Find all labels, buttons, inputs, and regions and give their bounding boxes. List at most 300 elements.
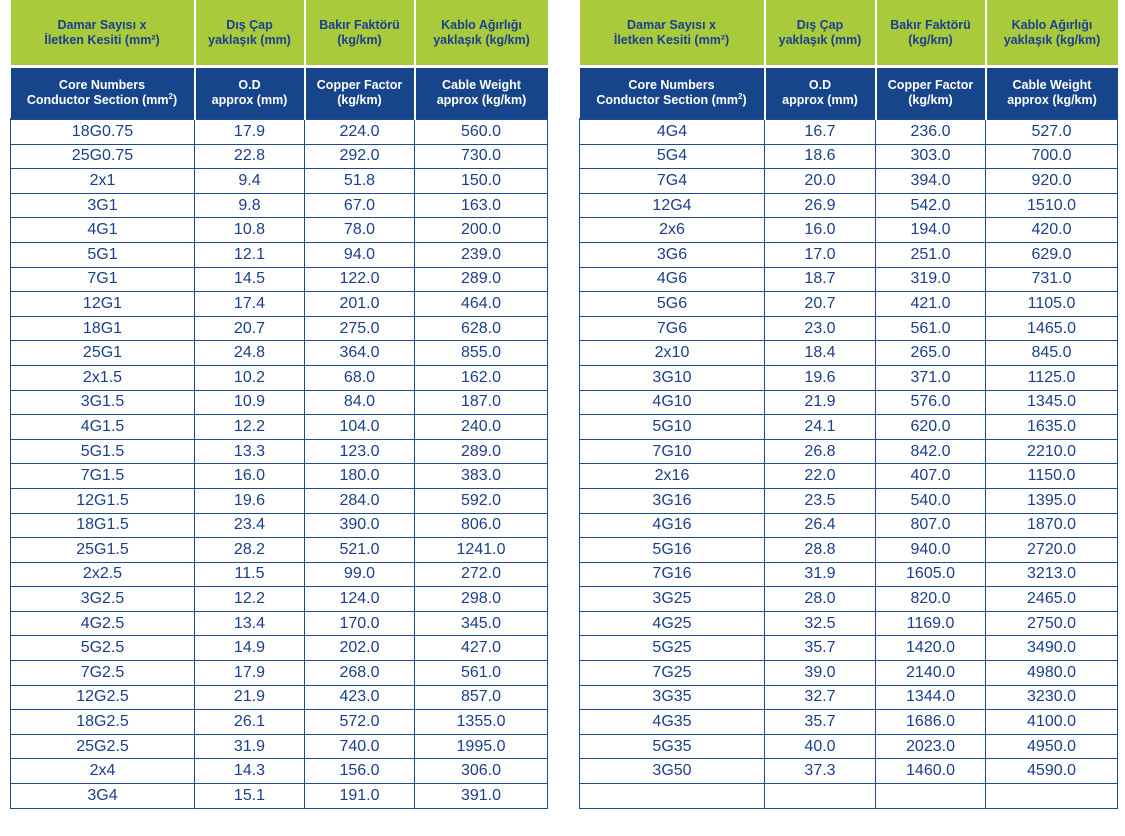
cell-core-section: 2x16 — [580, 464, 765, 489]
cell-copper-factor: 540.0 — [876, 488, 986, 513]
cell-cable-weight: 920.0 — [986, 169, 1118, 194]
cell-core-section: 12G4 — [580, 193, 765, 218]
cell-cable-weight: 391.0 — [415, 784, 548, 809]
cell-od: 21.9 — [765, 390, 876, 415]
cell-core-section: 4G6 — [580, 267, 765, 292]
cell-od: 40.0 — [765, 734, 876, 759]
header-core-section-tr: Damar Sayısı x İletken Kesiti (mm²) — [580, 0, 765, 67]
cell-od: 18.4 — [765, 341, 876, 366]
cell-core-section: 3G35 — [580, 685, 765, 710]
table-row — [580, 488, 1118, 513]
cell-copper-factor: 1344.0 — [876, 685, 986, 710]
header-row-turkish — [580, 0, 1118, 67]
cell-od: 39.0 — [765, 661, 876, 686]
cell-core-section: 4G2.5 — [11, 611, 195, 636]
cell-core-section: 5G10 — [580, 415, 765, 440]
cell-cable-weight: 857.0 — [415, 685, 548, 710]
cell-od: 17.0 — [765, 242, 876, 267]
table-row — [11, 267, 548, 292]
cell-od: 12.2 — [195, 415, 305, 440]
cell-od: 13.3 — [195, 439, 305, 464]
cell-copper-factor: 51.8 — [305, 169, 415, 194]
cell-core-section: 4G16 — [580, 513, 765, 538]
cell-od: 10.2 — [195, 365, 305, 390]
header-copper-factor-tr: Bakır Faktörü (kg/km) — [305, 0, 415, 67]
table-row — [11, 784, 548, 809]
cell-cable-weight: 4950.0 — [986, 734, 1118, 759]
cell-core-section: 2x10 — [580, 341, 765, 366]
cell-cable-weight: 1870.0 — [986, 513, 1118, 538]
cell-core-section: 5G4 — [580, 144, 765, 169]
cell-core-section — [580, 784, 765, 809]
cell-cable-weight: 3490.0 — [986, 636, 1118, 661]
cell-copper-factor: 170.0 — [305, 611, 415, 636]
table-row — [11, 292, 548, 317]
cell-cable-weight: 4590.0 — [986, 759, 1118, 784]
header-cable-weight-en: Cable Weight approx (kg/km) — [986, 67, 1118, 120]
table-row — [580, 562, 1118, 587]
cell-core-section: 3G2.5 — [11, 587, 195, 612]
cell-od: 28.0 — [765, 587, 876, 612]
cell-cable-weight: 272.0 — [415, 562, 548, 587]
header-cable-weight-tr: Kablo Ağırlığı yaklaşık (kg/km) — [415, 0, 548, 67]
header-row-english — [580, 67, 1118, 120]
header-copper-factor-en: Copper Factor (kg/km) — [305, 67, 415, 120]
cell-od: 16.0 — [195, 464, 305, 489]
cell-cable-weight: 3213.0 — [986, 562, 1118, 587]
cell-copper-factor: 521.0 — [305, 538, 415, 563]
table-row — [580, 292, 1118, 317]
cell-core-section: 7G1 — [11, 267, 195, 292]
table-row — [11, 562, 548, 587]
cell-od: 24.8 — [195, 341, 305, 366]
cell-copper-factor: 394.0 — [876, 169, 986, 194]
cell-core-section: 2x4 — [11, 759, 195, 784]
cell-od: 16.7 — [765, 119, 876, 144]
table-row — [11, 587, 548, 612]
table-row — [11, 341, 548, 366]
cell-copper-factor: 67.0 — [305, 193, 415, 218]
cell-copper-factor: 123.0 — [305, 439, 415, 464]
cell-core-section: 7G10 — [580, 439, 765, 464]
cell-copper-factor: 407.0 — [876, 464, 986, 489]
cell-od: 20.7 — [765, 292, 876, 317]
table-row — [11, 513, 548, 538]
cell-core-section: 5G25 — [580, 636, 765, 661]
cell-copper-factor: 319.0 — [876, 267, 986, 292]
cell-od: 31.9 — [765, 562, 876, 587]
cell-core-section: 12G2.5 — [11, 685, 195, 710]
cell-core-section: 3G25 — [580, 587, 765, 612]
table-row — [11, 710, 548, 735]
cell-core-section: 3G1 — [11, 193, 195, 218]
table-row — [11, 169, 548, 194]
cell-copper-factor: 820.0 — [876, 587, 986, 612]
cell-core-section: 5G6 — [580, 292, 765, 317]
cell-copper-factor: 191.0 — [305, 784, 415, 809]
cell-copper-factor: 292.0 — [305, 144, 415, 169]
cell-cable-weight: 2210.0 — [986, 439, 1118, 464]
cell-core-section: 4G4 — [580, 119, 765, 144]
cell-od: 20.7 — [195, 316, 305, 341]
cell-od: 26.8 — [765, 439, 876, 464]
table-row — [580, 242, 1118, 267]
cell-cable-weight: 700.0 — [986, 144, 1118, 169]
cell-copper-factor: 268.0 — [305, 661, 415, 686]
cell-copper-factor: 561.0 — [876, 316, 986, 341]
table-row — [580, 439, 1118, 464]
cell-core-section: 7G4 — [580, 169, 765, 194]
cell-copper-factor: 224.0 — [305, 119, 415, 144]
cell-cable-weight: 1465.0 — [986, 316, 1118, 341]
cell-core-section: 18G1 — [11, 316, 195, 341]
cell-od: 9.8 — [195, 193, 305, 218]
cell-od: 14.5 — [195, 267, 305, 292]
cell-core-section: 4G1 — [11, 218, 195, 243]
cell-core-section: 5G1.5 — [11, 439, 195, 464]
cell-od: 12.2 — [195, 587, 305, 612]
cell-copper-factor: 194.0 — [876, 218, 986, 243]
cell-copper-factor: 275.0 — [305, 316, 415, 341]
table-row — [11, 144, 548, 169]
table-row — [11, 661, 548, 686]
table-row — [11, 636, 548, 661]
header-row-turkish — [11, 0, 548, 67]
cell-core-section: 18G2.5 — [11, 710, 195, 735]
cell-core-section: 2x1.5 — [11, 365, 195, 390]
cell-copper-factor: 542.0 — [876, 193, 986, 218]
cell-copper-factor — [876, 784, 986, 809]
cell-cable-weight: 1635.0 — [986, 415, 1118, 440]
header-cable-weight-tr: Kablo Ağırlığı yaklaşık (kg/km) — [986, 0, 1118, 67]
cell-od: 17.9 — [195, 661, 305, 686]
cell-cable-weight: 289.0 — [415, 439, 548, 464]
cell-cable-weight: 731.0 — [986, 267, 1118, 292]
cell-copper-factor: 807.0 — [876, 513, 986, 538]
header-cable-weight-en: Cable Weight approx (kg/km) — [415, 67, 548, 120]
cell-od: 17.9 — [195, 119, 305, 144]
cell-copper-factor: 124.0 — [305, 587, 415, 612]
cell-od: 19.6 — [195, 488, 305, 513]
table-row — [11, 242, 548, 267]
cell-copper-factor: 265.0 — [876, 341, 986, 366]
table-body-right — [580, 119, 1118, 808]
cell-core-section: 5G1 — [11, 242, 195, 267]
cell-copper-factor: 1420.0 — [876, 636, 986, 661]
header-core-section-en: Core Numbers Conductor Section $(mm^2)$ — [580, 67, 765, 120]
cell-od: 37.3 — [765, 759, 876, 784]
cell-cable-weight: 464.0 — [415, 292, 548, 317]
cell-od: 16.0 — [765, 218, 876, 243]
table-row — [580, 267, 1118, 292]
table-row — [580, 513, 1118, 538]
cell-od: 11.5 — [195, 562, 305, 587]
cell-cable-weight: 345.0 — [415, 611, 548, 636]
header-copper-factor-tr: Bakır Faktörü (kg/km) — [876, 0, 986, 67]
table-row — [11, 439, 548, 464]
cell-copper-factor: 104.0 — [305, 415, 415, 440]
table-row — [580, 218, 1118, 243]
cell-od: 23.0 — [765, 316, 876, 341]
cell-copper-factor: 122.0 — [305, 267, 415, 292]
cell-core-section: 25G1 — [11, 341, 195, 366]
table-row — [580, 169, 1118, 194]
cell-cable-weight: 1241.0 — [415, 538, 548, 563]
cell-copper-factor: 371.0 — [876, 365, 986, 390]
cell-od: 21.9 — [195, 685, 305, 710]
cell-cable-weight: 427.0 — [415, 636, 548, 661]
table-row — [11, 218, 548, 243]
cell-core-section: 5G16 — [580, 538, 765, 563]
table-row — [11, 759, 548, 784]
table-row — [580, 390, 1118, 415]
cell-cable-weight: 383.0 — [415, 464, 548, 489]
cell-cable-weight: 2465.0 — [986, 587, 1118, 612]
cell-cable-weight: 527.0 — [986, 119, 1118, 144]
cell-copper-factor: 423.0 — [305, 685, 415, 710]
cell-od: 35.7 — [765, 710, 876, 735]
cell-od: 28.8 — [765, 538, 876, 563]
cell-cable-weight: 150.0 — [415, 169, 548, 194]
cell-cable-weight: 628.0 — [415, 316, 548, 341]
table-row — [11, 119, 548, 144]
cell-od: 24.1 — [765, 415, 876, 440]
table-row — [580, 734, 1118, 759]
cell-cable-weight: 4980.0 — [986, 661, 1118, 686]
header-od-tr: Dış Çap yaklaşık (mm) — [195, 0, 305, 67]
cell-copper-factor: 2140.0 — [876, 661, 986, 686]
cell-core-section: 3G6 — [580, 242, 765, 267]
cell-od: 23.5 — [765, 488, 876, 513]
cell-cable-weight: 298.0 — [415, 587, 548, 612]
cell-cable-weight: 1345.0 — [986, 390, 1118, 415]
cell-cable-weight: 1105.0 — [986, 292, 1118, 317]
cell-od: 26.4 — [765, 513, 876, 538]
table-row — [580, 710, 1118, 735]
cell-core-section: 4G25 — [580, 611, 765, 636]
cell-core-section: 18G0.75 — [11, 119, 195, 144]
cell-core-section: 7G1.5 — [11, 464, 195, 489]
cell-cable-weight: 730.0 — [415, 144, 548, 169]
cell-copper-factor: 1686.0 — [876, 710, 986, 735]
header-copper-factor-en: Copper Factor (kg/km) — [876, 67, 986, 120]
cell-od: 18.6 — [765, 144, 876, 169]
cell-od: 10.8 — [195, 218, 305, 243]
cell-od: 15.1 — [195, 784, 305, 809]
cell-copper-factor: 156.0 — [305, 759, 415, 784]
cell-cable-weight: 200.0 — [415, 218, 548, 243]
cell-copper-factor: 99.0 — [305, 562, 415, 587]
header-od-en: O.D approx (mm) — [195, 67, 305, 120]
cell-od: 23.4 — [195, 513, 305, 538]
table-row — [580, 538, 1118, 563]
cell-copper-factor: 842.0 — [876, 439, 986, 464]
cell-od — [765, 784, 876, 809]
header-core-section-en: Core Numbers Conductor Section $(mm^2)$ — [11, 67, 195, 120]
cell-core-section: 25G2.5 — [11, 734, 195, 759]
table-row — [580, 415, 1118, 440]
cell-copper-factor: 1605.0 — [876, 562, 986, 587]
table-row — [11, 488, 548, 513]
cell-copper-factor: 284.0 — [305, 488, 415, 513]
cell-cable-weight: 239.0 — [415, 242, 548, 267]
cell-core-section: 3G1.5 — [11, 390, 195, 415]
cell-cable-weight: 187.0 — [415, 390, 548, 415]
cable-spec-table-left — [10, 0, 548, 809]
cell-od: 9.4 — [195, 169, 305, 194]
cell-core-section: 5G2.5 — [11, 636, 195, 661]
table-row — [11, 538, 548, 563]
cell-cable-weight: 561.0 — [415, 661, 548, 686]
cell-copper-factor: 180.0 — [305, 464, 415, 489]
cell-copper-factor: 201.0 — [305, 292, 415, 317]
cell-od: 32.5 — [765, 611, 876, 636]
cell-od: 17.4 — [195, 292, 305, 317]
cell-cable-weight: 306.0 — [415, 759, 548, 784]
cell-copper-factor: 576.0 — [876, 390, 986, 415]
table-row — [580, 587, 1118, 612]
cell-cable-weight: 560.0 — [415, 119, 548, 144]
cell-core-section: 4G1.5 — [11, 415, 195, 440]
cell-copper-factor: 94.0 — [305, 242, 415, 267]
cell-copper-factor: 1169.0 — [876, 611, 986, 636]
cell-od: 22.8 — [195, 144, 305, 169]
table-row — [580, 636, 1118, 661]
table-row — [580, 365, 1118, 390]
cell-od: 26.1 — [195, 710, 305, 735]
table-row — [580, 661, 1118, 686]
cell-cable-weight: 806.0 — [415, 513, 548, 538]
table-row — [580, 341, 1118, 366]
cell-core-section: 3G10 — [580, 365, 765, 390]
cell-od: 19.6 — [765, 365, 876, 390]
cell-cable-weight: 4100.0 — [986, 710, 1118, 735]
cell-cable-weight: 845.0 — [986, 341, 1118, 366]
cell-copper-factor: 2023.0 — [876, 734, 986, 759]
table-row — [580, 193, 1118, 218]
table-row — [580, 316, 1118, 341]
cell-cable-weight: 1395.0 — [986, 488, 1118, 513]
cell-core-section: 2x2.5 — [11, 562, 195, 587]
table-row — [580, 464, 1118, 489]
cell-od: 35.7 — [765, 636, 876, 661]
table-row — [580, 759, 1118, 784]
table-row — [11, 316, 548, 341]
cell-od: 14.3 — [195, 759, 305, 784]
table-row — [11, 390, 548, 415]
cell-copper-factor: 940.0 — [876, 538, 986, 563]
header-od-tr: Dış Çap yaklaşık (mm) — [765, 0, 876, 67]
table-row — [11, 685, 548, 710]
cell-core-section: 12G1.5 — [11, 488, 195, 513]
cell-od: 18.7 — [765, 267, 876, 292]
cell-copper-factor: 78.0 — [305, 218, 415, 243]
cell-od: 32.7 — [765, 685, 876, 710]
cell-cable-weight: 420.0 — [986, 218, 1118, 243]
cell-cable-weight: 162.0 — [415, 365, 548, 390]
table-row — [11, 365, 548, 390]
cell-od: 13.4 — [195, 611, 305, 636]
table-row — [580, 784, 1118, 809]
cell-cable-weight — [986, 784, 1118, 809]
cell-core-section: 3G16 — [580, 488, 765, 513]
header-od-en: O.D approx (mm) — [765, 67, 876, 120]
cell-od: 22.0 — [765, 464, 876, 489]
cell-od: 10.9 — [195, 390, 305, 415]
cell-od: 20.0 — [765, 169, 876, 194]
cell-cable-weight: 1510.0 — [986, 193, 1118, 218]
cell-core-section: 18G1.5 — [11, 513, 195, 538]
cell-copper-factor: 1460.0 — [876, 759, 986, 784]
cell-copper-factor: 84.0 — [305, 390, 415, 415]
cell-cable-weight: 1995.0 — [415, 734, 548, 759]
cell-cable-weight: 3230.0 — [986, 685, 1118, 710]
cell-core-section: 25G0.75 — [11, 144, 195, 169]
table-row — [11, 464, 548, 489]
cell-cable-weight: 1355.0 — [415, 710, 548, 735]
cell-core-section: 7G6 — [580, 316, 765, 341]
cell-cable-weight: 855.0 — [415, 341, 548, 366]
cell-core-section: 4G10 — [580, 390, 765, 415]
cell-core-section: 7G25 — [580, 661, 765, 686]
table-row — [580, 119, 1118, 144]
cell-copper-factor: 251.0 — [876, 242, 986, 267]
cell-cable-weight: 592.0 — [415, 488, 548, 513]
cell-cable-weight: 2720.0 — [986, 538, 1118, 563]
cell-core-section: 7G16 — [580, 562, 765, 587]
cell-cable-weight: 1150.0 — [986, 464, 1118, 489]
cell-copper-factor: 421.0 — [876, 292, 986, 317]
table-body-left — [11, 119, 548, 808]
cell-od: 28.2 — [195, 538, 305, 563]
cell-core-section: 2x1 — [11, 169, 195, 194]
cell-cable-weight: 240.0 — [415, 415, 548, 440]
cell-od: 14.9 — [195, 636, 305, 661]
cell-od: 12.1 — [195, 242, 305, 267]
cell-copper-factor: 740.0 — [305, 734, 415, 759]
header-core-section-tr: Damar Sayısı x İletken Kesiti (mm²) — [11, 0, 195, 67]
cell-core-section: 12G1 — [11, 292, 195, 317]
cell-core-section: 5G35 — [580, 734, 765, 759]
table-row — [11, 193, 548, 218]
table-row — [580, 144, 1118, 169]
cell-od: 26.9 — [765, 193, 876, 218]
cell-od: 31.9 — [195, 734, 305, 759]
cell-copper-factor: 202.0 — [305, 636, 415, 661]
cell-cable-weight: 2750.0 — [986, 611, 1118, 636]
cable-spec-table-right — [579, 0, 1118, 809]
cell-copper-factor: 68.0 — [305, 365, 415, 390]
table-row — [580, 611, 1118, 636]
header-row-english — [11, 67, 548, 120]
cell-cable-weight: 163.0 — [415, 193, 548, 218]
cell-cable-weight: 1125.0 — [986, 365, 1118, 390]
cell-copper-factor: 390.0 — [305, 513, 415, 538]
cell-core-section: 4G35 — [580, 710, 765, 735]
cell-core-section: 2x6 — [580, 218, 765, 243]
cell-core-section: 3G4 — [11, 784, 195, 809]
cell-copper-factor: 364.0 — [305, 341, 415, 366]
table-row — [11, 611, 548, 636]
cell-copper-factor: 303.0 — [876, 144, 986, 169]
table-row — [11, 415, 548, 440]
cell-cable-weight: 629.0 — [986, 242, 1118, 267]
cell-copper-factor: 236.0 — [876, 119, 986, 144]
table-row — [580, 685, 1118, 710]
cell-core-section: 25G1.5 — [11, 538, 195, 563]
table-row — [11, 734, 548, 759]
cell-cable-weight: 289.0 — [415, 267, 548, 292]
